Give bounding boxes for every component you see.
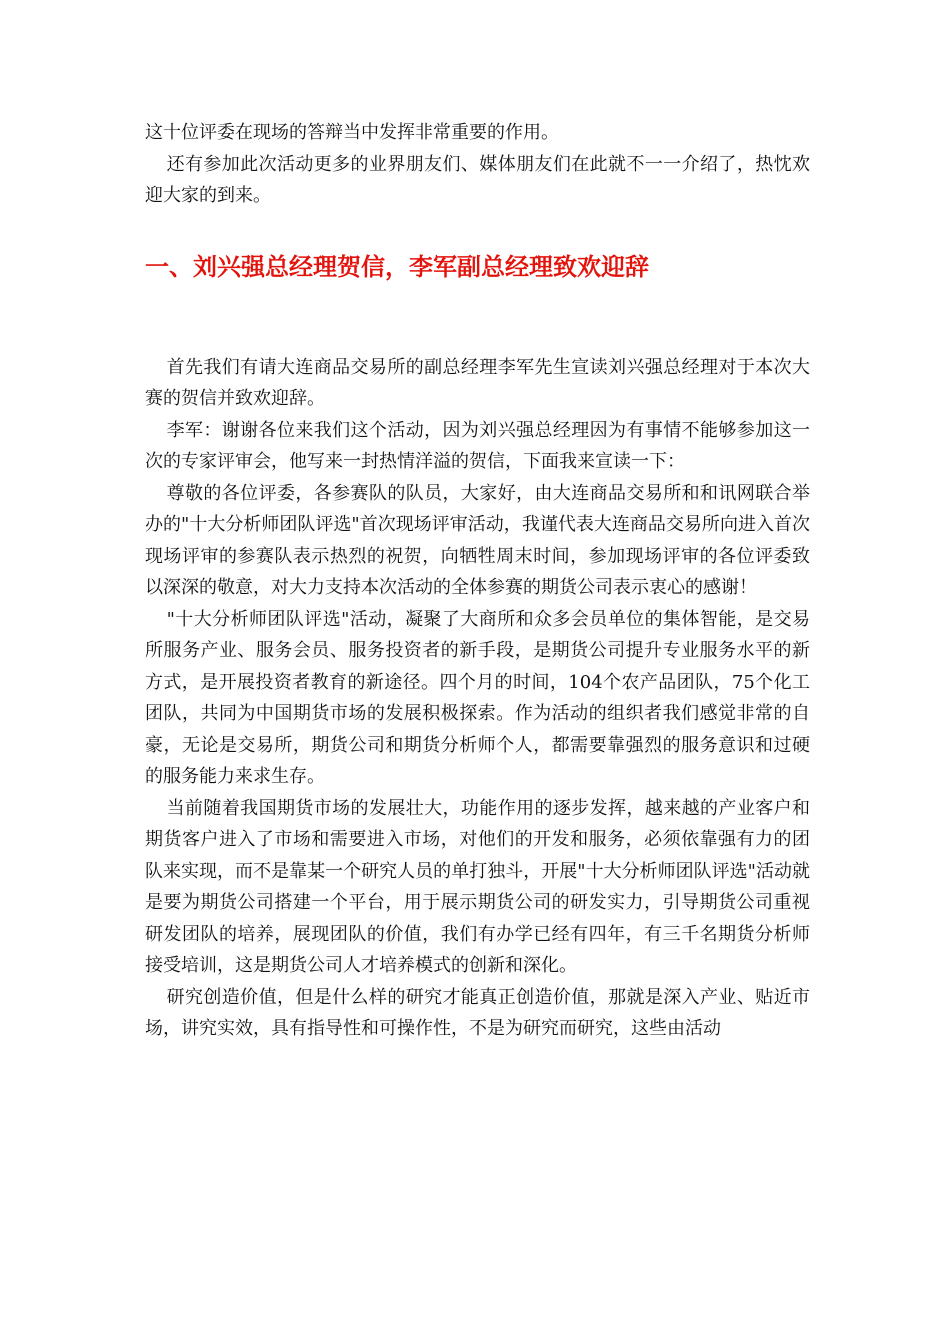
paragraph-research-value: 研究创造价值，但是什么样的研究才能真正创造价值，那就是深入产业、贴近市场，讲究实效，具有指导性和可操作性，不是为研究而研究，这些由活动 <box>145 986 810 1039</box>
paragraph-welcome-guests: 还有参加此次活动更多的业界朋友们、媒体朋友们在此就不一一介绍了，热忱欢迎大家的到来。 <box>145 153 810 206</box>
paragraph-introduction: 首先我们有请大连商品交易所的副总经理李军先生宣读刘兴强总经理对于本次大赛的贺信并致欢迎辞。 <box>145 356 810 409</box>
section-heading: 一、刘兴强总经理贺信，李军副总经理致欢迎辞 <box>145 252 649 281</box>
paragraph-li-jun-opening: 李军：谢谢各位来我们这个活动，因为刘兴强总经理因为有事情不能够参加这一次的专家评审会，他写来一封热情洋溢的贺信，下面我来宣读一下： <box>145 419 810 472</box>
document-body <box>145 117 810 1045</box>
section-spacer <box>145 284 810 352</box>
paragraph-market-development: 当前随着我国期货市场的发展壮大，功能作用的逐步发挥，越来越的产业客户和期货客户进入了市场和需要进入市场，对他们的开发和服务，必须依靠强有力的团队来实现，而不是靠某一个研究人员的单打独斗，开展"十大分析师团队评选"活动就是要为期货公司搭建一个平台，用于展示期货公司的研发实力，引导期货公司重视研发团队的培养，展现团队的价值，我们有办学已经有四年，有三千名期货分析师接受培训，这是期货公司人才培养模式的创新和深化。 <box>145 797 810 976</box>
paragraph-congratulation-letter: 尊敬的各位评委，各参赛队的队员，大家好，由大连商品交易所和和讯网联合举办的"十大分析师团队评选"首次现场评审活动，我谨代表大连商品交易所向进入首次现场评审的参赛队表示热烈的祝贺，向牺牲周末时间，参加现场评审的各位评委致以深深的敬意，对大力支持本次活动的全体参赛的期货公司表示衷心的感谢！ <box>145 482 810 598</box>
paragraph-activity-significance: "十大分析师团队评选"活动，凝聚了大商所和众多会员单位的集体智能，是交易所服务产业、服务会员、服务投资者的新手段，是期货公司提升专业服务水平的新方式，是开展投资者教育的新途径。四个月的时间，104个农产品团队，75个化工团队，共同为中国期货市场的发展积极探索。作为活动的组织者我们感觉非常的自豪，无论是交易所，期货公司和期货分析师个人，都需要靠强烈的服务意识和过硬的服务能力来求生存。 <box>145 608 810 787</box>
paragraph-judges-role: 这十位评委在现场的答辩当中发挥非常重要的作用。 <box>145 122 559 143</box>
